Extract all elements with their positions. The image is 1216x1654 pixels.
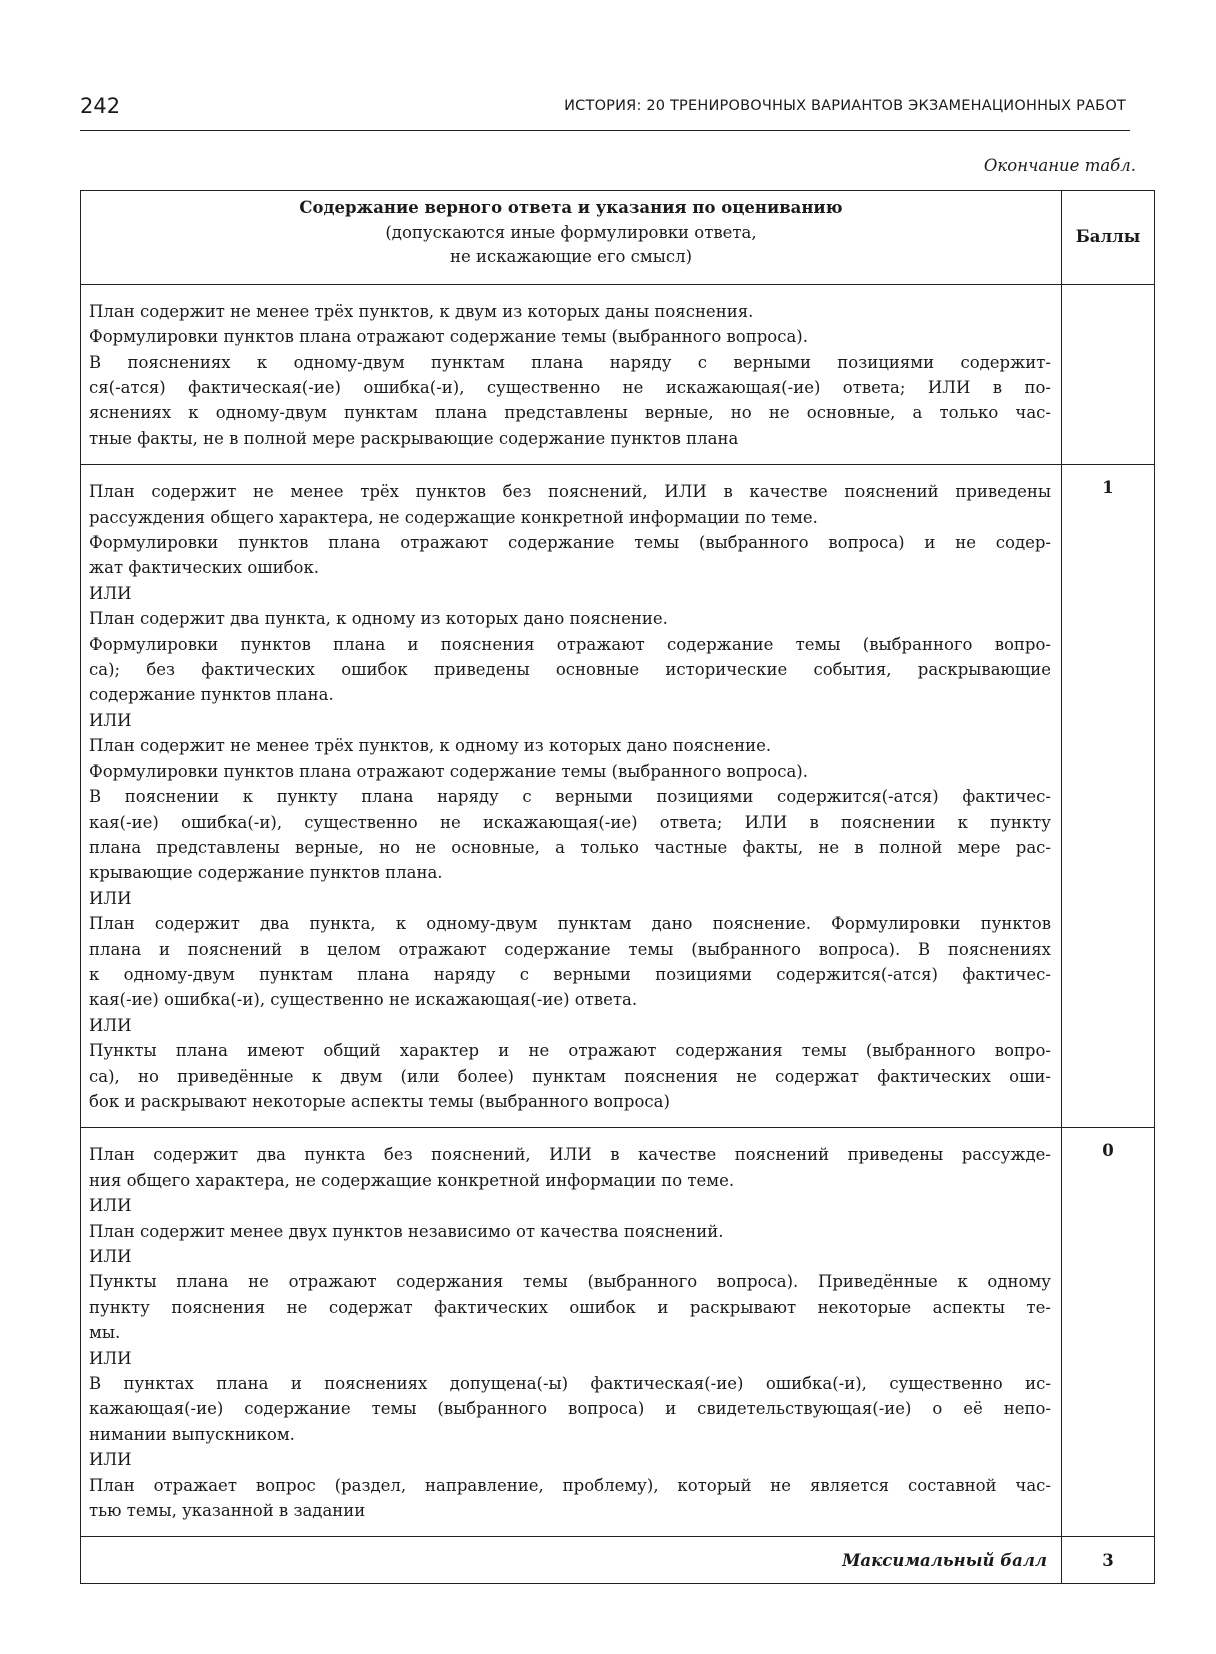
criteria-line: пункту пояснения не содержат фактических ошибок и раскрывают некоторые аспекты те- xyxy=(89,1297,1051,1317)
criteria-line: В пояснениях к одному-двум пунктам плана наряду с верными позициями содержит- xyxy=(89,352,1051,372)
criteria-line: План содержит не менее трёх пунктов, к двум из которых даны пояснения. xyxy=(89,301,754,321)
criteria-header-note-2: не искажающие его смысл) xyxy=(449,247,693,267)
criteria-line: са); без фактических ошибок приведены основные исторические события, раскрывающие xyxy=(89,660,1051,680)
criteria-row-0-points xyxy=(81,1128,1155,1537)
criteria-line: План содержит не менее трёх пунктов, к одному из которых дано пояснение. xyxy=(89,736,772,756)
criteria-line: План содержит не менее трёх пунктов без пояснений, ИЛИ в качестве пояснений приведены xyxy=(89,482,1051,502)
criteria-line: ИЛИ xyxy=(89,1015,132,1035)
criteria-line: кажающая(-ие) содержание темы (выбранного вопроса) и свидетельствующая(-ие) о её непо- xyxy=(89,1399,1051,1419)
criteria-row-2-points xyxy=(81,284,1155,464)
score-cell: 0 xyxy=(1062,1128,1155,1537)
criteria-line: ИЛИ xyxy=(89,888,132,908)
criteria-line: тью темы, указанной в задании xyxy=(89,1501,366,1521)
criteria-line: кая(-ие) ошибка(-и), существенно не искажающая(-ие) ответа. xyxy=(89,990,638,1010)
criteria-header-title: Содержание верного ответа и указания по оцениванию xyxy=(299,198,843,217)
criteria-line: крывающие содержание пунктов плана. xyxy=(89,863,443,883)
criteria-line: Формулировки пунктов плана отражают содержание темы (выбранного вопроса). xyxy=(89,327,808,347)
criteria-line: бок и раскрывают некоторые аспекты темы (выбранного вопроса) xyxy=(89,1091,670,1111)
criteria-line: В пояснении к пункту плана наряду с верными позициями содержится(-атся) фактичес- xyxy=(89,787,1051,807)
criteria-line: План содержит два пункта, к одному из которых дано пояснение. xyxy=(89,609,668,629)
criteria-line: План отражает вопрос (раздел, направление, проблему), который не является составной час- xyxy=(89,1475,1051,1495)
score-cell: 1 xyxy=(1062,465,1155,1128)
criteria-cell xyxy=(81,284,1062,464)
max-score-label: Максимальный балл xyxy=(81,1537,1062,1584)
criteria-line: ИЛИ xyxy=(89,1450,132,1470)
criteria-line: ИЛИ xyxy=(89,1196,132,1216)
criteria-line: План содержит два пункта, к одному-двум пунктам дано пояснение. Формулировки пунктов xyxy=(89,914,1051,934)
criteria-line: Формулировки пунктов плана отражают содержание темы (выбранного вопроса) и не содер- xyxy=(89,533,1051,553)
criteria-line: В пунктах плана и пояснениях допущена(-ы) фактическая(-ие) ошибка(-и), существенно ис- xyxy=(89,1374,1051,1394)
criteria-line: кая(-ие) ошибка(-и), существенно не искажающая(-ие) ответа; ИЛИ в пояснении к пункту xyxy=(89,812,1051,832)
table-footer-row xyxy=(81,1537,1155,1584)
criteria-line: содержание пунктов плана. xyxy=(89,685,334,705)
criteria-line: План содержит менее двух пунктов независимо от качества пояснений. xyxy=(89,1221,724,1241)
max-score-value: 3 xyxy=(1062,1537,1155,1584)
criteria-line: ИЛИ xyxy=(89,1348,132,1368)
criteria-line: План содержит два пункта без пояснений, ИЛИ в качестве пояснений приведены рассужде- xyxy=(89,1145,1051,1165)
criteria-line: ИЛИ xyxy=(89,1247,132,1266)
criteria-line: к одному-двум пунктам плана наряду с верными позициями содержится(-атся) фактичес- xyxy=(89,964,1051,984)
criteria-line: ния общего характера, не содержащие конкретной информации по теме. xyxy=(89,1170,735,1190)
table-header-row xyxy=(81,191,1155,285)
running-title: ИСТОРИЯ: 20 ТРЕНИРОВОЧНЫХ ВАРИАНТОВ ЭКЗАМЕНАЦИОННЫХ РАБОТ xyxy=(564,98,1126,114)
page-header xyxy=(80,92,1130,131)
scoring-table xyxy=(80,190,1155,1584)
criteria-line: Формулировки пунктов плана и пояснения отражают содержание темы (выбранного вопро- xyxy=(89,634,1051,654)
criteria-line: Пункты плана имеют общий характер и не отражают содержания темы (выбранного вопро- xyxy=(89,1041,1051,1061)
criteria-line: ИЛИ xyxy=(89,710,132,730)
criteria-header-cell xyxy=(81,191,1062,285)
criteria-line: ИЛИ xyxy=(89,583,132,603)
criteria-line: мы. xyxy=(89,1323,121,1343)
criteria-line: жат фактических ошибок. xyxy=(89,558,320,578)
criteria-line: плана представлены верные, но не основные, а только частные факты, не в полной мере рас- xyxy=(89,837,1051,857)
criteria-line: Пункты плана не отражают содержания темы (выбранного вопроса). Приведённые к одному xyxy=(89,1272,1051,1292)
criteria-line: рассуждения общего характера, не содержащие конкретной информации по теме. xyxy=(89,507,818,527)
criteria-line: Формулировки пунктов плана отражают содержание темы (выбранного вопроса). xyxy=(89,761,808,781)
criteria-row-1-point xyxy=(81,465,1155,1128)
criteria-line: яснениях к одному-двум пунктам плана представлены верные, но не основные, а только час- xyxy=(89,403,1051,423)
criteria-line: ся(-атся) фактическая(-ие) ошибка(-и), существенно не искажающая(-ие) ответа; ИЛИ в по- xyxy=(89,378,1051,397)
score-cell xyxy=(1062,284,1155,464)
criteria-line: са), но приведённые к двум (или более) пунктам пояснения не содержат фактических оши- xyxy=(89,1066,1051,1086)
criteria-line: нимании выпускником. xyxy=(89,1424,295,1444)
criteria-header-note-1: (допускаются иные формулировки ответа, xyxy=(385,222,757,242)
score-header-cell: Баллы xyxy=(1062,191,1155,285)
criteria-line: тные факты, не в полной мере раскрывающие содержание пунктов плана xyxy=(89,428,739,448)
table-caption: Окончание табл. xyxy=(983,156,1136,175)
page-number: 242 xyxy=(80,94,121,118)
criteria-cell xyxy=(81,465,1062,1128)
criteria-cell xyxy=(81,1128,1062,1537)
criteria-line: плана и пояснений в целом отражают содержание темы (выбранного вопроса). В пояснениях xyxy=(89,939,1051,959)
